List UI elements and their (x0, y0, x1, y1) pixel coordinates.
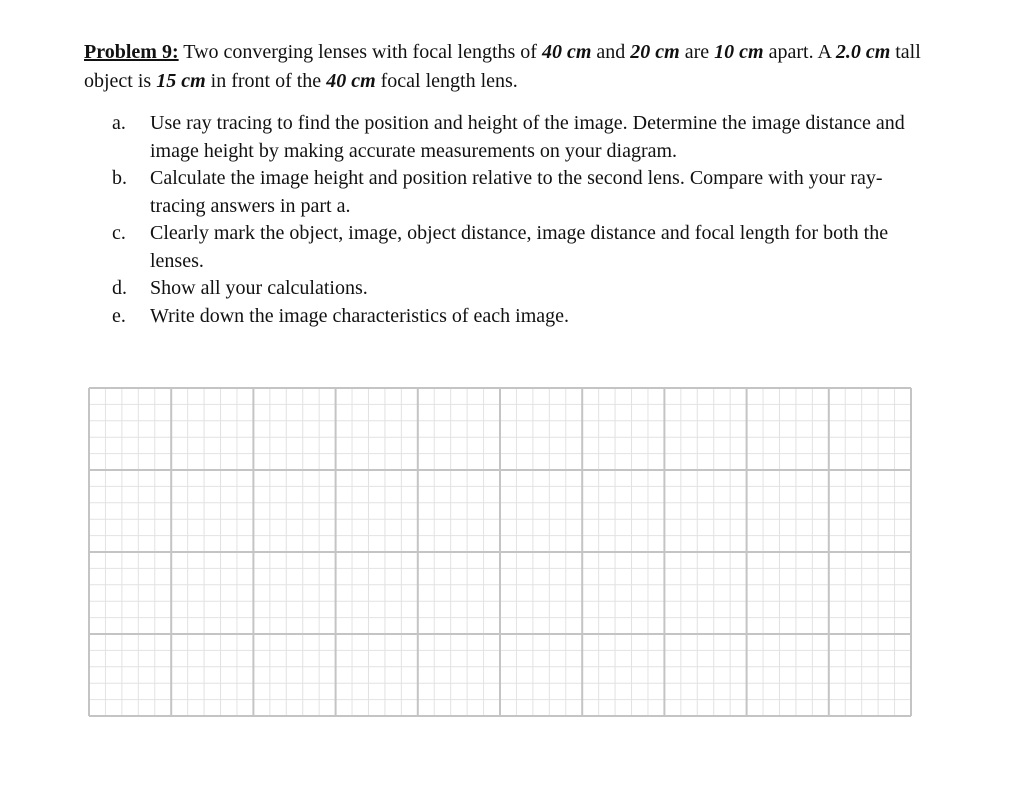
problem-part (112, 165, 912, 220)
problem-part (112, 110, 912, 165)
part-letter: d. (112, 277, 127, 299)
problem-part (112, 275, 912, 303)
part-text: Calculate the image height and position relative to the second lens. Compare with your ray-tracing answers in part a. (150, 167, 883, 217)
problem-text (84, 41, 921, 92)
problem-text-segment: and (591, 41, 631, 63)
part-letter: a. (112, 112, 126, 134)
problem-text-segment: are (679, 41, 715, 63)
part-text: Clearly mark the object, image, object distance, image distance and focal length for both the lenses. (150, 222, 889, 272)
problem-statement (84, 38, 944, 96)
problem-quantity: 15 cm (156, 70, 206, 92)
problem-quantity: 40 cm (326, 70, 376, 92)
problem-text-segment: tall object is (84, 41, 921, 92)
problem-text-segment: Two converging lenses with focal lengths of (178, 41, 542, 63)
part-text: Show all your calculations. (150, 277, 368, 299)
graph-paper-grid (88, 387, 912, 717)
graph-paper (88, 387, 912, 717)
problem-text-segment: in front of the (205, 70, 327, 92)
problem-quantity: 20 cm (630, 41, 680, 63)
part-letter: e. (112, 304, 126, 327)
problem-part (112, 303, 912, 331)
problem-quantity: 10 cm (714, 41, 764, 63)
problem-label: Problem 9: (84, 41, 179, 63)
problem-quantity: 40 cm (541, 41, 592, 63)
problem-quantity: 2.0 cm (835, 41, 891, 63)
problem-text-segment: apart. A (763, 41, 836, 63)
problem-part (112, 220, 912, 275)
part-letter: b. (112, 167, 127, 189)
problem-text-segment: focal length lens. (375, 70, 518, 92)
part-letter: c. (112, 222, 126, 244)
part-text: Use ray tracing to find the position and height of the image. Determine the image distance and image height by making accurate measurements on your diagram. (150, 112, 905, 162)
problem-parts-list (112, 110, 912, 330)
part-text: Write down the image characteristics of each image. (150, 304, 570, 327)
